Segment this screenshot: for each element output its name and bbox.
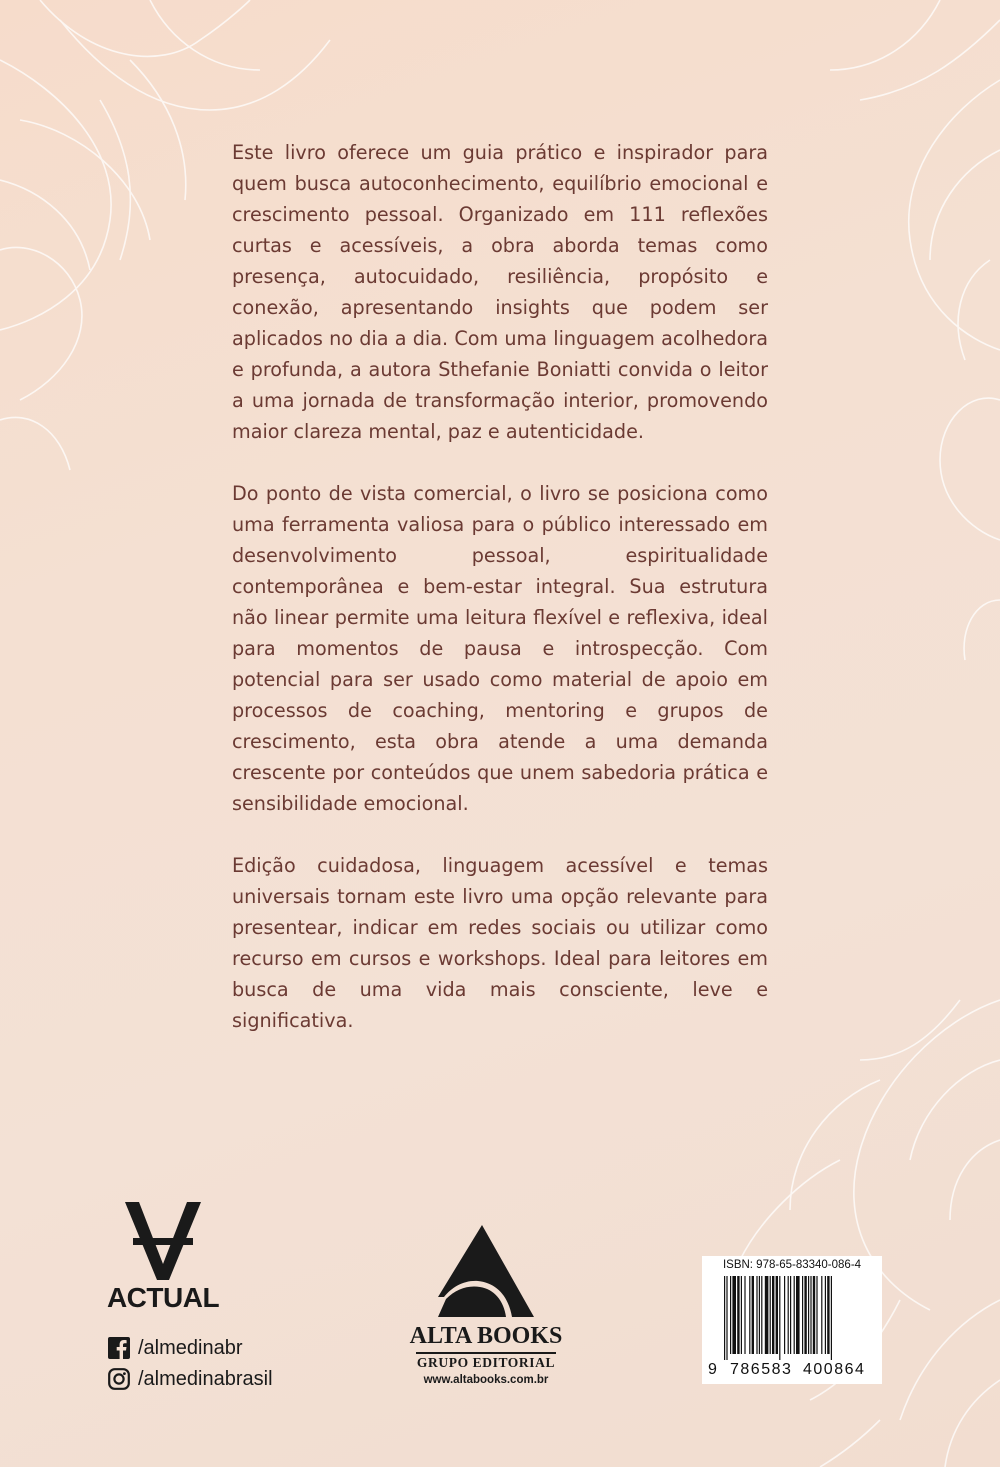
barcode-bar [810, 1276, 811, 1354]
isbn-barcode [702, 1256, 882, 1384]
alta-books-divider [416, 1352, 556, 1354]
barcode-digit-first: 9 [708, 1361, 717, 1378]
barcode-bar [802, 1276, 803, 1354]
instagram-icon [108, 1368, 130, 1390]
barcode-bar [827, 1276, 829, 1354]
barcode-bar [770, 1276, 771, 1354]
barcode-bar [790, 1276, 791, 1354]
barcode-bar [779, 1276, 780, 1360]
barcode-bar [749, 1276, 750, 1354]
barcode-bar [759, 1276, 760, 1354]
barcode-bar [724, 1276, 725, 1360]
barcode-bar [730, 1276, 731, 1354]
barcode-bar [765, 1276, 769, 1354]
blurb-paragraph-3: Edição cuidadosa, linguagem acessível e temas universais tornam este livro uma opção relevante para presentear, indicar em redes sociais ou utilizar como recurso em cursos e workshops. Ideal para leitores em busca de uma vida mais consciente, leve e significativa. [232, 854, 768, 1032]
barcode-bar [741, 1276, 742, 1354]
barcode-digits-right: 400864 [803, 1361, 866, 1378]
barcode-bar [813, 1276, 815, 1354]
blurb-paragraph-2: Do ponto de vista comercial, o livro se posiciona como uma ferramenta valiosa para o público interessado em desenvolvimento pessoal, espiritualidade contemporânea e bem-estar integral. Sua estrutura não linear permite uma leitura flexível e reflexiva, ideal para momentos de pausa e introspecção. Com potencial para ser usado como material de apoio em processos de coaching, mentoring e grupos de crescimento, esta obra atende a uma demanda crescente por conteúdos que unem sabedoria prática e sensibilidade emocional. [232, 482, 768, 815]
barcode-bar [737, 1276, 739, 1354]
barcode-bar [772, 1276, 774, 1354]
barcode-bar [831, 1276, 832, 1360]
barcode-bar [776, 1276, 778, 1354]
actual-wordmark: ACTUAL [106, 1282, 220, 1313]
alta-books-name: ALTA BOOKS [409, 1323, 563, 1349]
barcode-bar [788, 1276, 789, 1354]
alta-books-mountain-icon [438, 1225, 534, 1317]
barcode-bar [756, 1276, 757, 1354]
barcode-bar [726, 1276, 727, 1360]
barcode-bar [821, 1276, 822, 1354]
barcode-bar [804, 1276, 806, 1354]
facebook-link[interactable] [108, 1336, 243, 1360]
isbn-label: ISBN: 978-65-83340-086-4 [722, 1259, 862, 1271]
back-cover-blurb [232, 137, 768, 1067]
alta-books-url: www.altabooks.com.br [423, 1374, 549, 1386]
facebook-handle: /almedinabr [138, 1336, 243, 1359]
barcode-bar [784, 1276, 785, 1354]
blurb-paragraph-1: Este livro oferece um guia prático e inspirador para quem busca autoconhecimento, equilíbrio emocional e crescimento pessoal. Organizado em 111 reflexões curtas e acessíveis, a obra aborda temas como presença, autocuidado, resiliência, propósito e conexão, apresentando insights que podem ser aplicados no dia a dia. Com uma linguagem acolhedora e profunda, a autora Sthefanie Boniatti convida o leitor a uma jornada de transformação interior, promovendo maior clareza mental, paz e autenticidade. [232, 141, 768, 443]
actual-logo [105, 1202, 221, 1312]
barcode-bar [794, 1276, 795, 1354]
barcode-bar [808, 1276, 809, 1354]
barcode-bar [816, 1276, 817, 1354]
barcode-bar [761, 1276, 762, 1354]
facebook-icon [108, 1337, 130, 1359]
actual-a-mark-icon [125, 1202, 201, 1280]
alta-books-group: GRUPO EDITORIAL [416, 1355, 556, 1370]
barcode-bar [796, 1276, 800, 1354]
barcode-digits-left: 786583 [730, 1361, 793, 1378]
instagram-link[interactable] [108, 1367, 273, 1391]
barcode-bar [752, 1276, 754, 1354]
barcode-bars [724, 1276, 878, 1360]
instagram-handle: /almedinabrasil [138, 1367, 273, 1390]
barcode-bar [732, 1276, 736, 1354]
barcode-bar [744, 1276, 745, 1354]
alta-books-logo [408, 1225, 564, 1390]
barcode-bar [825, 1276, 826, 1354]
